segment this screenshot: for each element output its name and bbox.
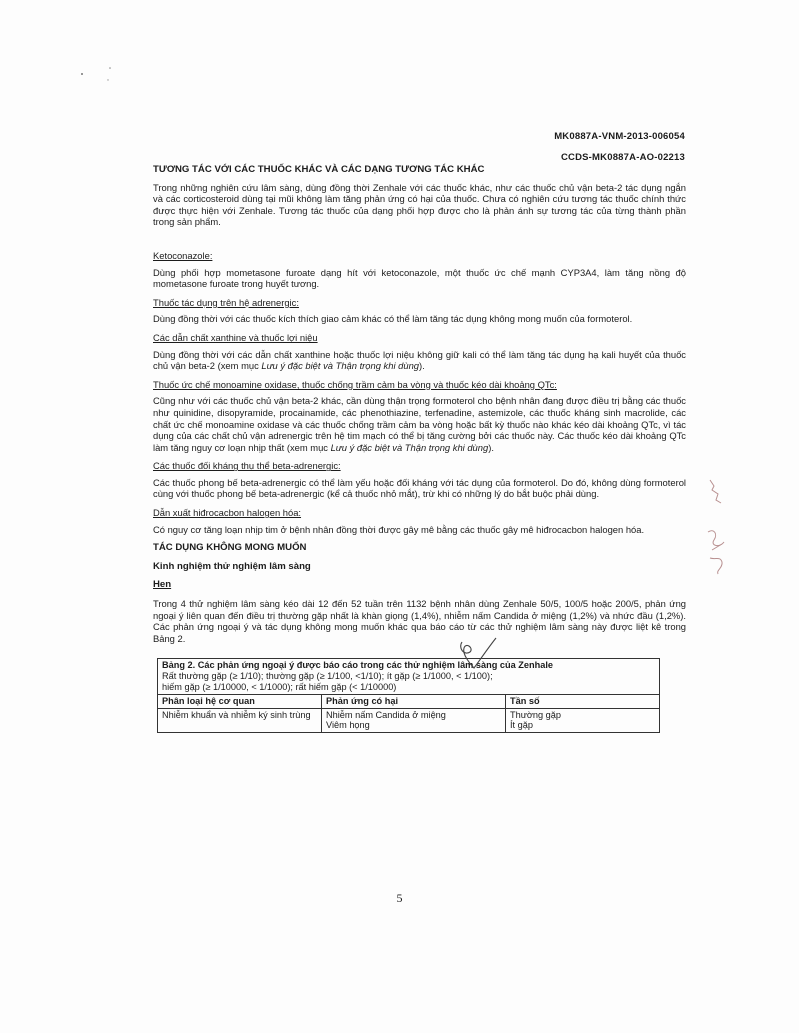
handwritten-signature [456, 634, 500, 679]
heading-adrenergic: Thuốc tác dụng trên hệ adrenergic: [153, 296, 299, 308]
main-content [153, 164, 686, 733]
document-code-1: MK0887A-VNM-2013-006054 [554, 131, 685, 142]
cell-frequencies: Thường gặp Ít gặp [506, 708, 660, 733]
heading-ketoconazole: Ketoconazole: [153, 249, 213, 261]
text-ketoconazole: Dùng phối hợp mometasone furoate dạng hít với ketoconazole, một thuốc ức chế mạnh CYP3A4, làm tăng nồng độ mometasone furoate trong huyết tương. [153, 266, 686, 290]
header-reaction: Phản ứng có hại [322, 694, 506, 708]
subtitle-asthma: Hen [153, 579, 172, 591]
text-maoi: Cũng như với các thuốc chủ vận beta-2 khác, cần dùng thận trọng formoterol cho bệnh nhân đang được điều trị bằng các thuốc như quinidine, disopyramide, procainamide, các phenothiazine, terfenadine, astemizole, các thuốc kháng sinh macrolide, các chất ức chế monoamine oxidase và các thuốc chống trầm cảm ba vòng hoặc bất kỳ thuốc nào khác kéo dài khoảng QTc, vì tác dụng của các chất chủ vận adrenergic trên hệ tim mạch có thể bị tăng cường bởi các thuốc này. Các thuốc kéo dài khoảng QTc làm tăng nguy cơ loạn nhịp thất (xem mục Lưu ý đặc biệt và Thận trọng khi dùng). [153, 395, 686, 453]
heading-beta-blockers: Các thuốc đối kháng thụ thể beta-adrenergic: [153, 460, 341, 472]
section-title-adverse: TÁC DỤNG KHÔNG MONG MUỐN [153, 542, 307, 554]
subtitle-clinical-trials: Kinh nghiệm thử nghiệm lâm sàng [153, 560, 311, 572]
table-header-row [158, 694, 660, 708]
margin-annotations [704, 476, 734, 591]
adverse-reactions-table [157, 658, 660, 733]
text-beta-blockers: Các thuốc phong bế beta-adrenergic có thể làm yếu hoặc đối kháng với tác dụng của formoterol. Do đó, không dùng formoterol cùng với thuốc phong bế beta-adrenergic (kể cả thuốc nhỏ mắt), trừ khi có những lý do bắt buộc phải dùng. [153, 476, 686, 500]
heading-maoi: Thuốc ức chế monoamine oxidase, thuốc chống trầm cảm ba vòng và thuốc kéo dài khoảng QTc: [153, 378, 557, 390]
heading-xanthine: Các dẫn chất xanthine và thuốc lợi niệu [153, 331, 318, 343]
document-code-2: CCDS-MK0887A-AO-02213 [560, 152, 685, 163]
section-title-interactions: TƯƠNG TÁC VỚI CÁC THUỐC KHÁC VÀ CÁC DẠNG TƯƠNG TÁC KHÁC [153, 164, 485, 175]
scan-specks [78, 62, 118, 97]
table-row [158, 708, 660, 733]
interactions-intro: Trong những nghiên cứu lâm sàng, dùng đồng thời Zenhale với các thuốc khác, như các thuốc chủ vận beta-2 tác dụng ngắn và các corticosteroid dùng tại mũi không làm tăng phản ứng có hại của thuốc. Chưa có nghiên cứu tương tác thuốc chính thức được thực hiện với Zenhale. Tương tác thuốc của dạng phối hợp được cho là phản ánh sự tương tác của từng thành phần trong sản phẩm. [153, 181, 686, 228]
page-number: 5 [396, 891, 403, 905]
table-caption-line-2: hiếm gặp (≥ 1/10000, < 1/1000); rất hiếm gặp (< 1/10000) [162, 682, 397, 692]
heading-halogenated: Dẫn xuất hiđrocacbon halogen hóa: [153, 507, 302, 519]
document-codes [554, 126, 685, 168]
text-halogenated: Có nguy cơ tăng loạn nhịp tim ở bệnh nhân đồng thời được gây mê bằng các thuốc gây mê hiđrocacbon halogen hóa. [153, 523, 645, 535]
text-xanthine: Dùng đồng thời với các dẫn chất xanthine hoặc thuốc lợi niệu không giữ kali có thể làm tăng tác dụng hạ kali huyết của thuốc chủ vận beta-2 (xem mục Lưu ý đặc biệt và Thận trọng khi dùng). [153, 348, 686, 372]
cell-reactions: Nhiễm nấm Candida ở miệng Viêm họng [322, 708, 506, 733]
table-caption-line-1: Rất thường gặp (≥ 1/10); thường gặp (≥ 1/100, <1/10); ít gặp (≥ 1/1000, < 1/100); [162, 671, 493, 682]
table-caption-title: Bảng 2. Các phản ứng ngoại ý được báo cáo trong các thử nghiệm lâm sàng của Zenhale [162, 660, 553, 671]
table-caption [158, 659, 660, 694]
cell-organ: Nhiễm khuẩn và nhiễm ký sinh trùng [158, 708, 322, 733]
header-frequency: Tần số [506, 694, 660, 708]
header-organ: Phân loại hệ cơ quan [158, 694, 322, 708]
text-adrenergic: Dùng đồng thời với các thuốc kích thích giao cảm khác có thể làm tăng tác dụng không mong muốn của formoterol. [153, 313, 633, 325]
adverse-paragraph: Trong 4 thử nghiệm lâm sàng kéo dài 12 đến 52 tuần trên 1132 bệnh nhân dùng Zenhale 50/5, 100/5 hoặc 200/5, phản ứng ngoại ý liên quan đến điều trị thường gặp nhất là khàn giọng (1,4%), nhiễm nấm Candida ở miệng (1,2%) và nhức đầu (1,2%). Các phản ứng ngoại ý và tác dụng không mong muốn khác qua báo cáo từ các thử nghiệm lâm sàng này được liệt kê trong Bảng 2. [153, 598, 686, 644]
